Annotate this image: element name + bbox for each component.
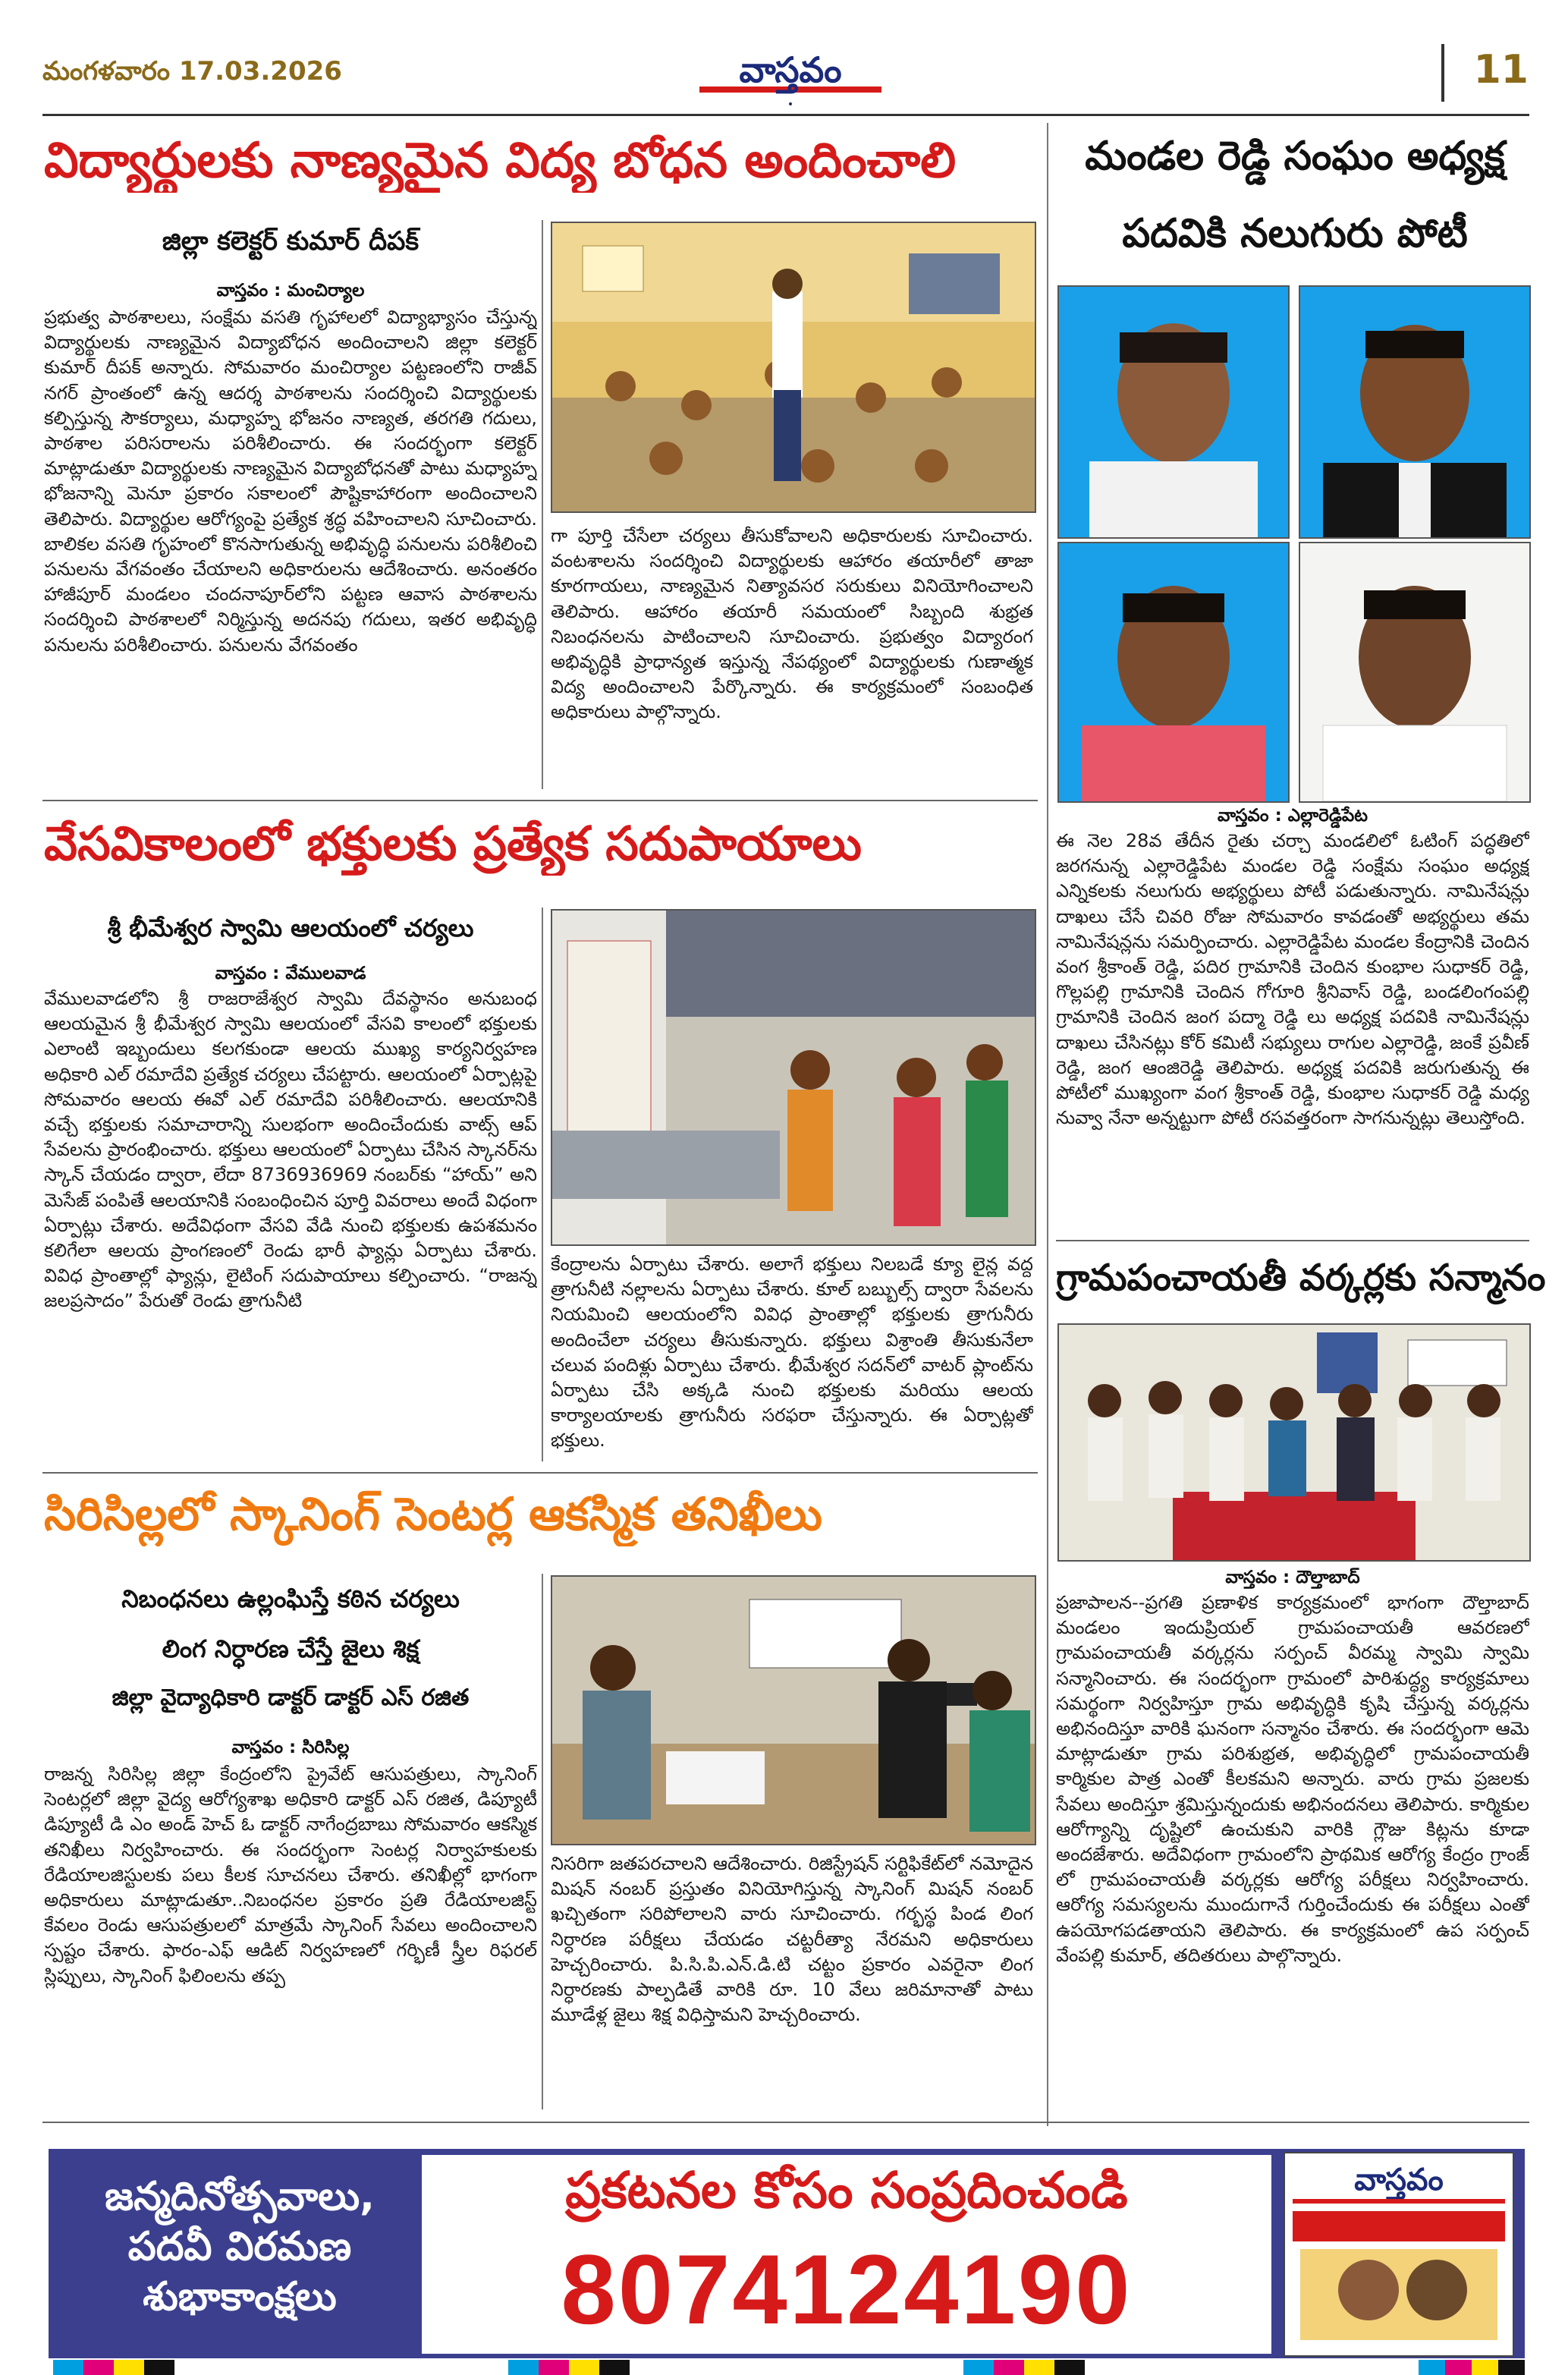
section-rule-1 [42,800,1038,801]
article3-body-col2: నిసరిగా జతపరచాలని ఆదేశించారు. రిజిస్ట్రేషన్ సర్టిఫికేట్‌లో నమోదైన మిషన్ నంబర్ ప్రస్తుతం వినియోగిస్తున్న స్కానింగ్ మిషన్ నంబర్ ఖచ్చితంగా సరిపోలాలని వారు సూచించారు. గర్భస్థ పిండ లింగ నిర్ధారణ పరీక్షలు చేయడం చట్టరీత్యా నేరమని అధికారులు హెచ్చరించారు. పి.సి.పి.ఎన్.డి.టి చట్టం ప్రకారం ఎవరైనా లింగ నిర్ధారణకు పాల్పడితే వారికి రూ. 10 వేలు జరిమానాతో పాటు మూడేళ్ల జైలు శిక్ష విధిస్తామని హెచ్చరించారు. [551,1853,1033,2026]
article3-body-col1: రాజన్న సిరిసిల్ల జిల్లా కేంద్రంలోని ప్రైవేట్ ఆసుపత్రులు, స్కానింగ్ సెంటర్లలో జిల్లా వైద్య ఆరోగ్యశాఖ అధికారి డాక్టర్ ఎస్ రజిత, డిప్యూటీ డిప్యూటీ డి ఎం అండ్ హెచ్ ఓ డాక్టర్ నాగేంద్రబాబు సోమవారం ఆకస్మిక తనిఖీలు నిర్వహించారు. ఈ సందర్భంగా సెంటర్ల నిర్వాహకులకు రేడియాలజిస్టులకు పలు కీలక సూచనలు చేశారు. తనిఖీల్లో భాగంగా అధికారులు మాట్లాడుతూ..నిబంధనల ప్రకారం ప్రతి రేడియాలజిస్ట్ కేవలం రెండు ఆసుపత్రులలో మాత్రమే స్కానింగ్ సేవలు అందించాలని స్పష్టం చేశారు. ఫారం-ఎఫ్ ఆడిట్ నిర్వహణలో గర్భిణీ స్త్రీల రిఫరల్ స్లిప్పులు, స్కానింగ్ ఫిలింలను తప్ప [44,1763,537,1987]
article4-headline-line2: పదవికి నలుగురు పోటీ [1122,211,1468,256]
article3-subhead-3: జిల్లా వైద్యాధికారి డాక్టర్ డాక్టర్ ఎస్ రజిత [112,1685,470,1711]
article2-column-divider [542,908,543,1461]
article1-headline: విద్యార్థులకు నాణ్యమైన విద్య బోధన అందించాలి [44,133,957,189]
ad-contact-title: ప్రకటనల కోసం సంప్రదించండి [565,2161,1128,2219]
svg-text:•: • [787,99,794,111]
article2-body-col1: వేములవాడలోని శ్రీ రాజరాజేశ్వర స్వామి దేవస్థానం అనుబంధ ఆలయమైన శ్రీ భీమేశ్వర స్వామి ఆలయంలో వేసవి కాలంలో భక్తులకు ఎలాంటి ఇబ్బందులు కలగకుండా ఆలయ ముఖ్య కార్యనిర్వహణ అధికారి ఎల్ రమాదేవి ప్రత్యేక చర్యలు చేపట్టారు. ఆలయంలో ఏర్పాట్లపై సోమవారం ఆలయ ఈవో ఎల్ రమాదేవి పరిశీలించారు. ఆలయానికి వచ్చే భక్తులకు సమాచారాన్ని సులభంగా అందించేందుకు వాట్స్ ఆప్ సేవలను ప్రారంభించారు. భక్తులు ఆలయంలో ఏర్పాటు చేసిన స్కానర్‌ను స్కాన్ చేయడం ద్వారా, లేదా 8736936969 నంబర్‌కు “హాయ్” అని మెసేజ్ పంపితే ఆలయానికి సంబంధించిన పూర్తి వివరాలు అందే విధంగా ఏర్పాట్లు చేశారు. అదేవిధంగా వేసవి వేడి నుంచి భక్తులకు ఉపశమనం కలిగేలా ఆలయ ప్రాంగణంలో రెండు భారీ ఫ్యాన్లు ఏర్పాటు చేశారు. వివిధ ప్రాంతాల్లో ఫ్యాన్లు, లైటింగ్ సదుపాయాలు కల్పించారు. “రాజన్న జలప్రసాదం” పేరుతో రెండు త్రాగునీటి [44,988,537,1312]
candidate-photo-3 [1057,542,1290,803]
article5-dateline: వాస్తవం : దౌల్తాబాద్ [1225,1568,1360,1587]
article2-photo-temple [551,909,1036,1246]
article1-dateline: వాస్తవం : మంచిర్యాల [216,281,365,300]
article1-body-col2: గా పూర్తి చేసేలా చర్యలు తీసుకోవాలని అధికారులకు సూచించారు. వంటశాలను సందర్శించి విద్యార్థులకు ఆహారం తయారీలో తాజా కూరగాయలు, నాణ్యమైన నిత్యావసర సరుకులు వినియోగించాలని తెలిపారు. ఆహారం తయారీ సమయంలో సిబ్బంది శుభ్రత నిబంధనలను పాటించాలని సూచించారు. ప్రభుత్వం విద్యారంగ అభివృద్ధికి ప్రాధాన్యత ఇస్తున్న నేపథ్యంలో విద్యార్థులకు గుణాత్మక విద్య అందించాలని పేర్కొన్నారు. ఈ కార్యక్రమంలో సంబంధిత అధికారులు పాల్గొన్నారు. [551,525,1033,723]
article4-headline-line1: మండల రెడ్డి సంఘం అధ్యక్ష [1085,134,1505,179]
article3-column-divider [542,1574,543,2109]
article3-dateline: వాస్తవం : సిరిసిల్ల [231,1738,350,1757]
article2-dateline: వాస్తవం : వేములవాడ [215,964,366,983]
ad-greetings-line3: శుభాకాంక్షలు [143,2274,337,2320]
issue-date: మంగళవారం 17.03.2026 [42,56,342,87]
article1-subhead: జిల్లా కలెక్టర్ కుమార్ దీపక్ [162,226,419,256]
article5-body: ప్రజాపాలన--ప్రగతి ప్రణాళిక కార్యక్రమంలో భాగంగా దౌల్తాబాద్ మండలం ఇందుప్రియల్ గ్రామపంచాయతీ ఆవరణలో గ్రామపంచాయతీ వర్కర్లను సర్పంచ్ వీరమ్మ స్వామి స్వామి సన్మానించారు. ఈ సందర్భంగా గ్రామంలో పారిశుద్ధ్య కార్యక్రమాలు సమర్థంగా నిర్వహిస్తూ గ్రామ అభివృద్ధికి కృషి చేస్తున్న వర్కర్లను అభినందిస్తూ వారికి ఘనంగా సన్మానం చేశారు. ఈ సందర్భంగా ఆమె మాట్లాడుతూ గ్రామ పరిశుభ్రత, అభివృద్ధిలో గ్రామపంచాయతీ కార్మికుల పాత్ర ఎంతో కీలకమని అన్నారు. వారు గ్రామ ప్రజలకు సేవలు అందిస్తూ శ్రమిస్తున్నందుకు అభినందనలు తెలిపారు. కార్మికుల ఆరోగ్యాన్ని దృష్టిలో ఉంచుకుని వారికి గ్లౌజు కిట్లను కూడా అందజేశారు. అదేవిధంగా గ్రామంలోని ప్రాథమిక ఆరోగ్య కేంద్రం గ్రాంజ్ లో గ్రామపంచాయతీ వర్కర్లకు ఆరోగ్య పరీక్షలు నిర్వహించారు. ఆరోగ్య సమస్యలను ముందుగానే గుర్తించేందుకు ఈ పరీక్షలు ఎంతో ఉపయోగపడతాయని తెలిపారు. ఈ కార్యక్రమంలో ఉప సర్పంచ్ వేంపల్లి కుమార్, తదితరులు పాల్గొన్నారు. [1056,1592,1529,1966]
printer-colorbar-3 [963,2360,1085,2375]
candidate-photo-1 [1057,285,1290,539]
article2-subhead: శ్రీ భీమేశ్వర స్వామి ఆలయంలో చర్యలు [107,914,474,942]
page-number-divider [1441,44,1444,102]
ad-greetings-text [73,2172,407,2322]
ad-greetings-line1: జన్మదినోత్సవాలు, [105,2174,375,2219]
candidate-photo-4 [1299,542,1531,803]
article2-headline: వేసవికాలంలో భక్తులకు ప్రత్యేక సదుపాయాలు [44,816,862,871]
printer-colorbar-1 [53,2360,174,2375]
article4-body: ఈ నెల 28వ తేదీన రైతు చర్చా మండలిలో ఓటింగ్ పద్ధతిలో జరగనున్న ఎల్లారెడ్డిపేట మండల రెడ్డి సంక్షేమ సంఘం అధ్యక్ష ఎన్నికలకు నలుగురు అభ్యర్థులు పోటీ పడుతున్నారు. నామినేషన్లు దాఖలు చేసే చివరి రోజు సోమవారం కావడంతో అభ్యర్థులు తమ నామినేషన్లను సమర్పించారు. ఎల్లారెడ్డిపేట మండల కేంద్రానికి చెందిన వంగ శ్రీకాంత్ రెడ్డి, పదిర గ్రామానికి చెందిన కుంభాల సుధాకర్ రెడ్డి, గొల్లపల్లి గ్రామానికి చెందిన గోగూరి శ్రీనివాస్ రెడ్డి, బండలింగంపల్లి గ్రామానికి చెందిన జంగ పద్మా రెడ్డి లు అధ్యక్ష పదవికి నామినేషన్లు దాఖలు చేసినట్లు కోర్ కమిటీ సభ్యులు రాగుల ఎల్లారెడ్డి, జంకే ప్రవీణ్ రెడ్డి, జంగ ఆంజిరెడ్డి తెలిపారు. అధ్యక్ష పదవికి జరుగుతున్న ఈ పోటీలో ముఖ్యంగా వంగ శ్రీకాంత్ రెడ్డి, కుంభాల సుధాకర్ రెడ్డి మధ్య నువ్వా నేనా అన్నట్టుగా పోటీ రసవత్తరంగా సాగనున్నట్లు తెలుస్తోంది. [1056,830,1529,1129]
page-number: 11 [1473,47,1529,93]
article3-subhead-2: లింగ నిర్ధారణ చేస్తే జైలు శిక్ష [162,1634,419,1663]
article3-photo-scanning-centre [551,1575,1036,1845]
footer-rule [42,2122,1529,2123]
printer-colorbar-2 [508,2360,630,2375]
article5-headline: గ్రామపంచాయతీ వర్కర్లకు సన్మానం [1056,1257,1546,1299]
masthead-logo [692,41,889,117]
svg-text:వాస్తవం: వాస్తవం [1354,2163,1444,2197]
article1-column-divider [542,220,543,789]
article4-dateline: వాస్తవం : ఎల్లారెడ్డిపేట [1218,806,1368,826]
svg-text:వాస్తవం: వాస్తవం [739,49,842,90]
article5-photo-felicitation [1057,1323,1531,1562]
ad-phone-number: 8074124190 [561,2234,1133,2345]
section-rule-2 [42,1472,1038,1474]
article3-subhead-1: నిబంధనలు ఉల్లంఘిస్తే కఠిన చర్యలు [121,1584,460,1613]
ad-greetings-line2: పదవీ విరమణ [127,2224,352,2270]
header-rule [42,114,1529,116]
article2-body-col2: కేంద్రాలను ఏర్పాటు చేశారు. అలాగే భక్తులు నిలబడే క్యూ లైన్ల వద్ద త్రాగునీటి నల్లాలను ఏర్పాటు చేశారు. కూల్ బబ్బుల్స్ ద్వారా సేవలను నియమించి ఆలయంలోని వివిధ ప్రాంతాల్లో భక్తులకు త్రాగునీరు అందించేలా చర్యలు తీసుకున్నారు. భక్తులు విశ్రాంతి తీసుకునేలా చలువ పందిళ్లు ఏర్పాటు చేశారు. భీమేశ్వర సదన్‌లో వాటర్ ప్లాంట్‌ను ఏర్పాటు చేసి అక్కడి నుంచి భక్తులకు మరియు ఆలయ కార్యాలయాలకు త్రాగునీరు సరఫరా చేస్తున్నారు. ఈ ఏర్పాట్లతో భక్తులు. [551,1254,1033,1452]
article3-headline: సిరిసిల్లలో స్కానింగ్ సెంటర్ల ఆకస్మిక తనిఖీలు [44,1488,822,1541]
printer-colorbar-4 [1419,2360,1525,2375]
ad-newspaper-thumbnail [1284,2152,1514,2357]
candidate-photo-2 [1299,285,1531,539]
right-column-divider [1047,123,1048,2126]
article1-photo-classroom [551,222,1036,513]
article1-body-col1: ప్రభుత్వ పాఠశాలలు, సంక్షేమ వసతి గృహాలలో విద్యాభ్యాసం చేస్తున్న విద్యార్థులకు నాణ్యమైన విద్యాబోధన అందించాలని జిల్లా కలెక్టర్ కుమార్ దీపక్ అన్నారు. సోమవారం మంచిర్యాల పట్టణంలోని రాజీవ్ నగర్ ప్రాంతంలో ఉన్న ఆదర్శ పాఠశాలను సందర్శించి విద్యార్థులకు కల్పిస్తున్న సౌకర్యాలు, మధ్యాహ్న భోజనం నాణ్యత, తరగతి గదులు, పాఠశాల పరిసరాలను పరిశీలించారు. ఈ సందర్భంగా కలెక్టర్ మాట్లాడుతూ విద్యార్థులకు నాణ్యమైన విద్యాబోధనతో పాటు మధ్యాహ్న భోజనాన్ని మెనూ ప్రకారం సకాలంలో పౌష్టికాహారంగా అందించాలని తెలిపారు. విద్యార్థుల ఆరోగ్యంపై ప్రత్యేక శ్రద్ధ వహించాలని సూచించారు. బాలికల వసతి గృహంలో కొనసాగుతున్న అభివృద్ధి పనులను పరిశీలించి పనులను వేగవంతం చేయాలని అధికారులను ఆదేశించారు. అనంతరం హాజీపూర్ మండలం చందనాపూర్‌లోని పట్టణ ఆవాస పాఠశాలను సందర్శించి పాఠశాలలో నిర్మిస్తున్న అదనపు గదులు, ఇతర అభివృద్ధి పనులను పరిశీలించారు. పనులను వేగవంతం [44,307,537,656]
right-column-rule [1056,1240,1529,1241]
